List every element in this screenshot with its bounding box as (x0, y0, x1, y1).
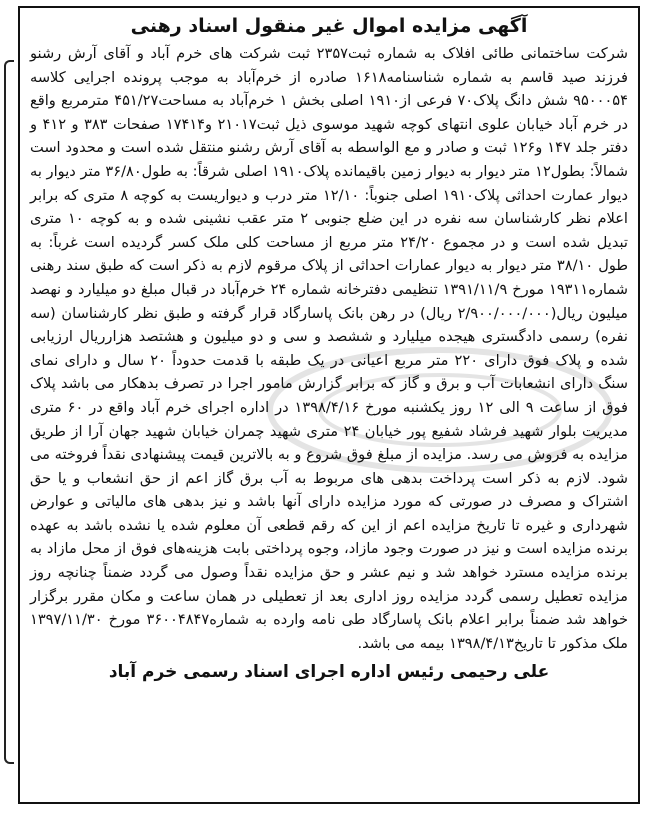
notice-signature: علی رحیمی رئیس اداره اجرای اسناد رسمی خرم آباد (108, 662, 550, 683)
notice-title: آگهی مزایده اموال غیر منقول اسناد رهنی (130, 15, 528, 37)
notice-body: شرکت ساختمانی طائی افلاک به شماره ثبت۲۳۵۷ ثبت شرکت های خرم آباد و آقای آرش رشنو فرزند صید قاسم به شماره شناسنامه۱۶۱۸ صادره از خرم‌آباد به موجب پرونده اجرایی کلاسه ۹۵۰۰۰۵۴ شش دانگ پلاک۷۰ فرعی از۱۹۱۰ اصلی بخش ۱ خرم‌آباد به مساحت۴۵۱/۲۷ مترمربع واقع در خرم آباد خیابان علوی انتهای کوچه شهید موسوی ذیل ثبت۲۱۰۱۷ و۱۷۴۱۴ صفحات ۳۸۳ و ۴۱۲ و دفتر جلد ۱۴۷ و۱۲۶ ثبت و صادر و مع الواسطه به آقای آرش رشنو منتقل شده است و محدود است شمالاً: بطول۱۲ متر دیوار به دیوار زمین باقیمانده پلاک۱۹۱۰ اصلی شرقاً: به طول۳۶/۸۰ متر دیوار به دیوار عمارت احداثی پلاک۱۹۱۰ اصلی جنوباً: ۱۲/۱۰ متر درب و دیواریست به کوچه ۸ متری که برابر اعلام نظر کارشناسان سه نفره در این ضلع جنوبی ۲ متر عقب نشینی شده و به کوچه ۱۰ متری تبدیل شده است و در مجموع ۲۴/۲۰ متر مربع از مساحت کلی ملک کسر گردیده است غرباً: به طول ۳۸/۱۰ متر دیوار به دیوار عمارات احداثی از پلاک مرقوم لازم به ذکر است که طبق سند رهنی شماره۱۹۳۱۱ مورخ ۱۳۹۱/۱۱/۹ تنظیمی دفترخانه شماره ۲۴ خرم‌آباد در قبال مبلغ دو میلیارد و نهصد میلیون ریال(۲/۹۰۰/۰۰۰/۰۰۰ ریال) در رهن بانک پاسارگاد قرار گرفته و طبق نظر کارشناسان (سه نفره) رسمی دادگستری هیجده میلیارد و ششصد و سی و دو میلیون و هشتصد هزارریال ارزیابی شده و پلاک فوق دارای ۲۲۰ متر مربع اعیانی در یک طبقه با قدمت حدوداً ۲۰ سال و دارای نمای سنگ دارای انشعابات آب و برق و گاز که برابر گزارش مامور اجرا در تصرف بدهکار می باشد پلاک فوق از ساعت ۹ الی ۱۲ روز یکشنبه مورخ ۱۳۹۸/۴/۱۶ در اداره اجرای خرم آباد واقع در ۶۰ متری مدیریت بلوار شهید فرشاد شفیع پور خیابان ۲۴ متری شهید چمران خیابان شهید جهان آرا از طریق مزایده به فروش می رسد. مزایده از مبلغ فوق شروع و به بالاترین قیمت پیشنهادی نقداً فروخته می شود. لازم به ذکر است پرداخت بدهی های مربوط به آب برق گاز اعم از حق انشعاب و یا حق اشتراک و مصرف در صورتی که مورد مزایده دارای آنها باشد و نیز بدهی های مالیاتی و عوارض شهرداری و غیره تا تاریخ مزایده اعم از این که رقم قطعی آن معلوم شده یا نشده باشد به عهده برنده مزایده است و نیز در صورت وجود مازاد، وجوه پرداختی بابت هزینه‌های فوق از محل مازاد به برنده مزایده مسترد خواهد شد و نیم عشر و حق مزایده نقداً وصول می گردد ضمناً چنانچه روز مزایده تعطیل رسمی گردد مزایده روز اداری بعد از تعطیلی در همان ساعت و مکان مقرر برگزار خواهد شد ضمناً برابر اعلام بانک پاسارگاد طی نامه وارده به شماره۳۶۰۰۴۸۴۷ مورخ ۱۳۹۷/۱۱/۳۰ ملک مذکور تا تاریخ۱۳۹۸/۴/۱۳ بیمه می باشد. (30, 45, 629, 652)
page-edge-bracket (4, 60, 14, 764)
notice-content (30, 12, 628, 685)
